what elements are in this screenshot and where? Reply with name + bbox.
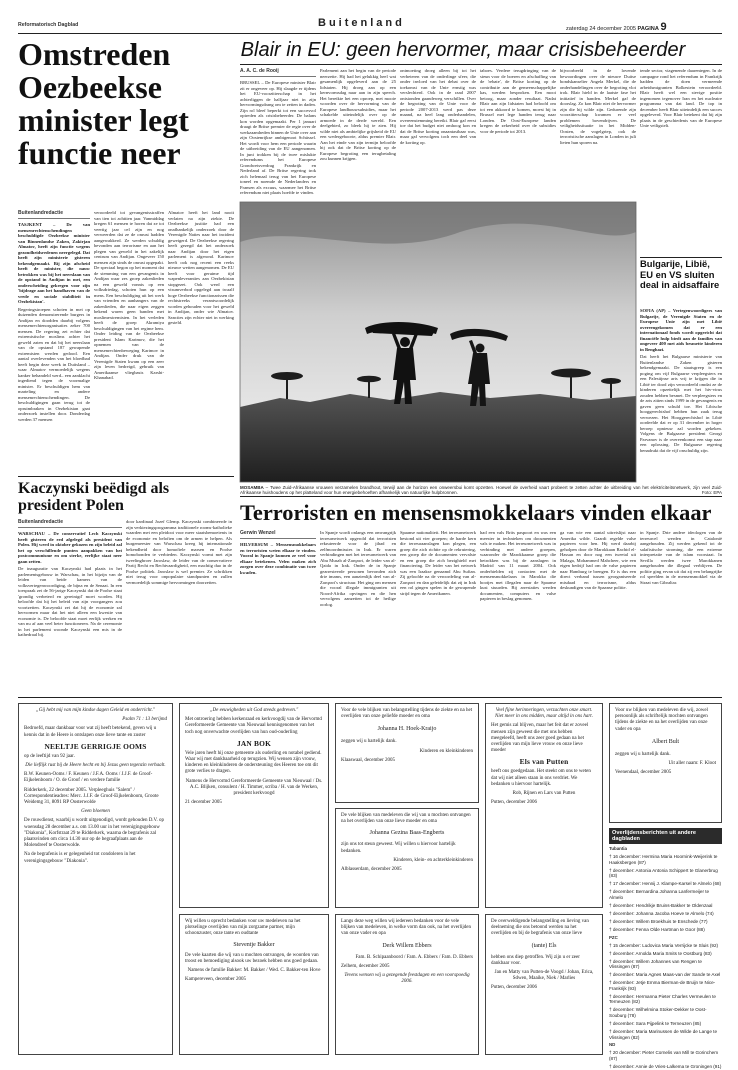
thanks-hoek-kraijo (335, 703, 479, 803)
ad4-sign: Kinderen, klein- en achterkleinkinderen (393, 857, 473, 863)
obituary-entry: † 15 december: Ludovica Maria Verrijcke te Sluis (92) (609, 942, 719, 948)
thanks-baas-engberts (335, 808, 479, 908)
bulgaria-body: Dat heeft het Bulgaarse ministerie van Buitenlandse Zaken gisteren bekendgemaakt. De staatsgreep is een poging om vijf Bulgaarse verpleegsters en een Palestijnse arts vrij te krijgen die in Libië ter dood zijn veroordeeld omdat ze de kinderen opzettelijk met het hiv-virus zouden hebben besmet. De verpleegsters en de arts zitten sinds 1999 in de gevangenis en gaven geen schuld toe. Het Libische hooggerechtshof hebben hun zaak terug verwezen. Het Hooggerechtshof in Libië oordeelde dat er op 31 december in hoger beroep opnieuw zal worden gekeken. Volgens de Bulgaarse president Georgi Parvanov is de overeenkomst een stap naar een oplossing. De Bulgaarse regering benadrukt dat de vijf onschuldig zijn. (640, 354, 722, 453)
ad7-name: Steventje Bakker (233, 941, 275, 948)
blair-col4: taboes. Verdere terugdringing van de steun voor de boeren en afschaffing van de 'rebate', de Britse korting op de contributie aan de gemeenschappelijke kas, werden besproken. Een mooi betoog, maar zonder resultaat. Nadat Blair aan zijn lidstaten had beloofd om tot een akkoord te komen, moest hij in Brussel met lege handen terug naar Londen. De Oost-Europese landen kregen de zekerheid over de subsidies voor de periode tot 2013. (480, 68, 556, 134)
photo-caption-label: MOSAMBA (240, 485, 264, 490)
ad5-sign: Rob, Rijnen en Lars van Putten (512, 791, 576, 797)
ad4-text1: De vele blijken van medeleven die wij van u mochten ontvangen na het overlijden van onze lieve moeder en oma (341, 813, 471, 825)
terror-col2: In Spanje wordt onlangs een omvangrijk terreurnetwerk opgerold dat terroristen rekruteerde voor de jihad en zelfmoordmissies in Irak. Er waren verbindingen met het terreurnetwerk van Abu Musab al-Zarqawi, de leider van al-Qaida in Irak. Onder de in Spanje gearresteerde personen bevonden zich drie imams, een aanzienlijk deel van al-Zarqawi's structuur. Het ging om mensen die vooral illegale immigranten uit Noord-Afrika opvingen en die hen vervolgens aanzetten tot de heilige oorlog. (320, 530, 396, 607)
ad1-ref: Psalm 71 : 13 berijmd (122, 717, 167, 723)
ad1-quote: „Gij hebt mij van mijn kindse dagen Geleid en onderricht." (35, 708, 156, 713)
ad5-verse: Veel fijne herinneringen, verzachten onze smart. Niet meer in ons midden, maar altijd in ons hart. (495, 708, 593, 720)
left-article-intro: TASJKENT – De van mensenrechtenschendingen beschuldigde Oezbeekse minister van Binnenlandse Zaken, Zakirjan Almatov, heeft zijn functie wegens gezondheidsredenen neergelegd. Dat heeft zijn ministerie gisteren bekendgemaakt. Bij zijn afscheid heeft de minister, die nauw betrokken was bij het neerslaan van de opstand in Andijan in mei, een onderscheiding gekregen voor zijn 'bijdrage aan het handhaven van de vrede en sociale stabiliteit in Oezbekistan'. (18, 222, 90, 304)
ad6-date: Veenendaal, december 2005 (615, 770, 672, 776)
terror-byline: Gerwin Wenzel (240, 530, 316, 539)
ad5-date: Putten, december 2006 (491, 800, 537, 806)
ad8-note: Tevens wensen wij u gezegende feestdagen en een voorspoedig 2006. (344, 973, 470, 985)
poland-intro: WARSCHAU – De conservatief Lech Kaczynski heeft gisteren de eed afgelegd als president van Polen. Hij werd in oktober gekozen en zijn beleid zal het op verschillende punten aanpakken van het postcommunisme en om sterke, eerlijke staat neer gaan zetten. (18, 531, 122, 564)
obituary-entry: † december: Willem Johannes van Rengen te Vlissingen (87) (609, 958, 702, 970)
left-article-col3: Almatov heeft het land nooit verlaten na zijn ziekte. De Oezbeekse justitie had een onafhankelijk onderzoek door de Verenigde Naties naar het incident geweigerd. De Oezbeekse regering heeft gezegd dat het onderzoek naar Andijan door het eigen parlement is afgerond. Karimov heeft ook nog recent een reeks nieuwe wetten aangenomen. De EU heeft voor geruime tijd wapenleveranties aan Oezbekistan stopgezet. Ook werd een visumverbod opgelegd aan twaalf hoge Oezbeekse functionarissen die rechtstreeks verantwoordelijk worden gehouden voor het geweld in Andijan, onder wie Almatov. Sancties zijn echter niet in werking gesteld. (168, 210, 234, 325)
ad1-verse: Die lieflijk rust bij de Heere hecht en bij Jezus geen tegenzin verhaalt. (25, 763, 166, 769)
ad5-text2: heeft ons goedgedaan. Het steekt om ons te weten dat wij niet alleen staan in ons verdriet. We bedanken u hiervoor hartelijk. (491, 769, 591, 787)
obituary-entry: † december: Bernardina Johanna Lanfermeijer te Almelo (609, 889, 710, 900)
blair-headline: Blair in EU: geen hervormer, maar crisisbeheerder (240, 39, 686, 61)
ad3-date: Klaaswaal, december 2005 (341, 757, 396, 763)
ad5-text1: Het gemis zal blijven, maar het feit dat er zoveel mensen zijn geweest die met ons hebben meegeleefd, heeft ons zeer goed gedaan na het overlijden van mijn lieve vrouw en onze lieve moeder (491, 723, 589, 754)
obituary-section-label: ND (609, 1042, 616, 1048)
blair-text1: BRUSSEL – De Europese minister Blair zit er ongeveer op. Hij slaagde er tijdens het EU-voorzitterschap in het achterliggen de halfjaar niet in zijn hervormingsdrang om te zetten in daden. Zijn rol bleef beperkt tot een succesvol optreden als crisisbeheerder. De balans kon worden opgemaakt. Per 1 januari draagt de Britse premier de regie over de werkzaamheden binnen de Unie over aan zijn Oostenrijkse ambtgenoot Schüssel. Het wordt voor hem een periode waarin de uitbreiding van de EU aangenomen. In juni trokken bij de twee mislukte referendums het Europese Grondwetsverdrag Frankrijk en Nederland af. De Britse regering trok zich helemaal terug van het Europese toneel en noemde de Nederlanders en Fransen als excuus, waarmee het Britse referendum niet plaats hoefde te vinden. (240, 80, 316, 195)
photo-caption-text: – Twee Zuid-Afrikaanse vrouwen verzamelen brandhout, terwijl aan de horizon een onweersbui komt opzetten. Hoewel de overheid vaart probeert te zetten achter de uitbreiding van het elektriciteitsnetwerk, zijn veel Zuid-Afrikaanse huishoudens op het platteland voor hun energiebehoeften afhankelijk van natuurlijke hulpbronnen. (240, 485, 722, 496)
terror-col5: ga van wie een aantal uitreislijst naar Amerika wilde. Gaardi regelde valse papieren voor hen. Hij werd daarbij geholpen door de Marokkaan Rachid el-Hassan en door nog een tweetal uit Malaga, Mohammed Mahcheer, wie een eigen bedrijf had om de valse papieren naar Hamburg te brengen. Er is dus een direct verband tussen georganiseerde misdaad en terrorisme, aldus deskundigen van de Spaanse politie. (560, 530, 636, 590)
blair-col2: Parlement aan het begin van de periode neerzette. Hij had het gelukkig heel wat gesamenlijk opgeleverd aan de 25 lidstaten. Hij droeg aan op een kernvormsdag naar aan in zijn speech. Het bereikte het een oproep, met mooie woorden over de hervorming van de Europese landbouwsubsidies, maar het schakelde uiteindelijk over op de armoede in de derde wereld. Een deelgebied, zo bleek hij te zien. Hij wilde niet als ambtelijke grijsheid de EU een wedergeboorte, aldus premier Blair. Aan het einde van zijn termijn beloofde hij ook dat de Britse korting op de Europese begroting een terugbetaling zou kunnen krijgen. (320, 68, 396, 161)
paper-name: Reformatorisch Dagblad (18, 22, 79, 28)
ad3-text2: zeggen wij u hartelijk dank. (341, 739, 397, 745)
obituary-entry: † december: Hermanna Pieter Charles Vermeulen te Terneuzen (82) (609, 993, 716, 1005)
ad1-text1: Bedroefd, maar dankbaar voor wat zij heeft betekend, geven wij u kennis dat in de Heere is ontslapen onze lieve tante en zuster (24, 726, 157, 738)
ad1-address: Ridderkerk, 22 december 2005. Verpleeghuis "Salem" / Correspondentieadres: Merc. J.J.F. de Groof-Eijkelenboom, Groote Weidemg 31, 8091 RP Oosterwolde (24, 787, 159, 806)
photo-illustration (240, 202, 636, 482)
blair-byline: A. A. C. de Rooij (240, 68, 316, 77)
ad8-name: Derk Willem Ebbers (382, 942, 432, 949)
ad3-name: Johanna H. Hoek-Kraijo (377, 726, 437, 733)
ad7-text2: De vele kaarten die wij van u mochten ontvangen, de woorden van troost en bemoediging alsook uw bezoek hebben ons goed gedaan. (185, 952, 319, 964)
thanks-derk-willem-ebbers (335, 914, 479, 1055)
ad2-quote: „De eeuwigheden uit God steeds gedreven." (209, 708, 299, 713)
ad9-sign: Jan en Matty van Putten-de Voogd / Johan, Erica, Sdwen, Maaike, Niek / Marlies (494, 970, 594, 982)
photo-caption (240, 485, 722, 496)
ad9-date: Putten, december 2006 (491, 985, 537, 991)
obituary-entry: † december: Wilhelmina Stoker-Dekker te Oost-Souburg (78) (609, 1007, 707, 1018)
poland-col1 (18, 519, 122, 694)
terror-col1 (240, 530, 316, 695)
page-date (566, 21, 667, 33)
ad2-sign: Namens de Hervormd Gereformeerde Gemeente van Nieuwaal / Ds. A.C. Blijken, consulent / H. Timmer, scriba / H. van de Werken, president kerkvoogd (185, 778, 323, 797)
left-article-col1 (18, 210, 90, 472)
photo-women-firewood (240, 202, 636, 482)
left-article-col2: veroordeeld tot gevangenisstraffen van tien tot achttien jaar. Vanmiddag kregen 61 mensen te horen dat ze tot veertig jaar cel zijn en nog verweerden dat ze de onrust hadden aangewakkerd. Ze werden schuldig bevonden aan terrorisme en aan het plegen van geweld in het zakelijk centrum van Andijan. Ongeveer 150 mensen zijn sinds de onrust opgepakt. De speciaal begon op het moment dat de stemming van een gevangenis in Andijan waar zes groep zakenlieden na een geweld vonnis op een volksdriedag, schoten hun op een mens. Een beschuldiging uit het werk van vrienden en aanhangers van de zakenlieden, die naar eigen zeggen bekend waren geen banden met moslimextremisten. In het verleden heeft de groep Akramiya beschuldigingen van het regime hem. Onder leiding van de Oezbeekse president Islam Karimov, die het opnemen van de mensenrechtenbeweging Karimov in Andijan. Onder druk van de Verenigde Staten kwam op een zeer zijn leven bedreigd, gebruik van Amerikaanse vliegbasis Karshi-Khanabad. (94, 210, 164, 380)
ad6-text1: Voor uw blijken van medeleven die wij, zowel persoonlijk als schriftelijk mochten ontvangen tijdens de ziekte en na het overlijden van onze vader en opa (615, 708, 708, 732)
left-article-text1: Regeringstroepen schoten in mei op duizenden demonstrerende burgers in Andijan en doodden daarbij volgens mensenrechtenorganisaties zeker 700 mensen. De regering zei echter dat extremistische moslims achter het geweld zaten en dat bij het neerslaan van de opstand 187 gewapende extremisten werden gedood. Een aantal overlevenden van het bloedbad heeft begin deze week in Duitsland –waar Almatov vermoedelijk wegens kanker behandeld werd– een aanklacht ingediend tegen de voormalige minister. Er beschuldigen hem van marteling en andere mensenrechtenschendingen. De beschuldigingen gaan terug tot de opruimbraken in Oezbekistan gaat onderzoek instellen door. Donderdag werden 37 mensen (18, 306, 90, 422)
ad9-text1: De overweldigende belangstelling en lieving van deelneming die ons betoond werden na het overlijden en bij de begrafenis van onze lieve (491, 919, 589, 937)
ad8-text1: Langs deze weg willen wij iedereen bedanken voor de vele blijken van medeleven, in welke vorm dan ook, na het overlijden van onze vader en opa (341, 919, 471, 937)
header-rule (18, 33, 722, 34)
obituary-entry: † december: Fenna Olde Hartman te Goor (88) (609, 926, 705, 932)
ad8-date: Zelhem, december 2005 (341, 963, 390, 969)
left-article-byline: Buitenlandredactie (18, 210, 90, 219)
bulgaria-col (640, 308, 722, 478)
thanks-tante-els (485, 914, 603, 1055)
ad7-sign: Namens de familie Bakker: M. Bakker / Wed. C. Bakker-ten Hove (187, 968, 321, 974)
poland-text1: De inauguratie van Kaczynski had plaats in het parlementsgebouw in Warschau, in het bijzijn van de leiden van beide kamers van de volksvertegenwoordiging, de bijna en de Senaat. In een toespraak zei de 56-jarige Kaczynski dat de Poolse staat 'grondig verbeterd en gereinigd' moet worden. Hij beloofde dat hij het beleid van zijn voorgangers zou voortzetten. Kaczynski zei dat hij de economie zal hervormen maar dat het niet alleen een kwestie van economie is. De beloofde staat moet eerlijk werken en van nu af aan veel beter functioneren. Na de ceremonie in het parlement woonde Kaczynski een mis in de kathedraal bij. (18, 566, 122, 637)
ad6-name: Albert Bult (651, 738, 680, 745)
in-memoriam-jan-bok (179, 703, 329, 908)
obituary-entry: † 16 december: Hermina Maria Hoornink-Weijerink te Haaksbergen (87) (609, 854, 718, 865)
blair-rule (240, 64, 722, 65)
obituary-entry: † december: Jetje Emma Bierman-de Bruijn te Nice-Frankrijk (93) (609, 980, 716, 991)
ad4-text2: zijn ons tot steun geweest. Wij willen u hiervoor hartelijk bedanken. (341, 842, 456, 854)
terror-col3: Spaanse nationaliteit. Het terreurnetwerk bestond uit vier groepen; de harde kern die terreuraanslagen kon plegen, een groep die zich richtte op de rekrutering, een groep die de documenten vervalste en een groep die zich bezighield met financiering. De leider van het netwerk was een Iraakse genaamd Abu Sufian. Zij geloofde na de veroordeling van al-Zarqawi en dan geleidelijk dat zij in Irak een rol gingen spelen in de gewapende strijd tegen de Amerikanen. (400, 530, 476, 596)
obituary-entry: † december: Arnolda Maria Smits te Oostburg (83) (609, 950, 712, 956)
blair-col5: bijvoorbeeld in de lovende bewoordingen over de nieuwe Duitse bondskanselier Angela Merkel, die de onderhandelingen over de begroting vlot trok. Blair hield in de laatste fase het initiatief in handen. Merkel gaf de doorslag. Zo kon Blair niet de hervormer zijn die hij wilde zijn. Gedurende zijn voorzitterschap kwamen er veel problemen bovendrijven. De veiligheidssituatie in het Midden-Oosten, de vogelgriep, ook de terroristische aanslagen in Londen in juli lieten hun sporen na. (560, 68, 636, 145)
bulgaria-headline: Bulgarije, Libië, EU en VS sluiten deal in aidsaffaire (640, 258, 720, 291)
obituaries-title: Overlijdensberichten uit andere dagbladen (609, 828, 722, 844)
ad3-text1: Voor de vele blijken van belangstelling tijdens de ziekte en na het overlijden van onze geliefde moeder en oma (341, 708, 473, 720)
date-text: zaterdag 24 december 2005 (566, 26, 636, 32)
thanks-steventje-bakker (179, 914, 329, 1055)
bulgaria-intro: SOFIA (AP) – Vertegenwoordigers van Bulgarije, de Verenigde Staten en de Europese Unie zijn met Libië overeengekomen dat er een internationaal fonds wordt opgericht dat financiële hulp biedt aan de families van ongeveer 400 met aids besmette kinderen in Benghazi. (640, 308, 722, 352)
ad7-text1: Wij willen u oprecht bedanken voor uw medeleven na het plotselinge overlijden van mijn zorgzame partner, mijn schoonzuster, onze tante en oudtante (185, 919, 301, 937)
ad1-note3: Na de begrafenis is er gelegenheid tot condoleren in het verenigingsgebouw "Diakonia". (24, 852, 136, 864)
terror-col4: had een vals Brits paspoort en was een meester in technieken om documenten vals te maken. Het terreurnetwerk was in verbinding met andere groepen, waaronder de Marokkaanse groep die betrokken was bij de aanslagen in Madrid van 11 maart 2004. Ook onderhielden zij contacten met de mensensmokkelaars in Marokko die bootjes met illegalen naar de Spaanse kust stuurden. Bij arrestaties werden documenten, computers en valse papieren in beslag genomen. (480, 530, 556, 601)
death-notice-ooms (18, 703, 173, 1055)
ad9-name: (tante) Els (531, 942, 557, 949)
terror-headline: Terroristen en mensensmokkelaars vinden elkaar (240, 500, 712, 525)
ad6-text2: zeggen wij u hartelijk dank. (615, 751, 671, 757)
ads-top-rule (18, 697, 722, 698)
obituaries-sections (609, 846, 722, 1070)
thanks-els-van-putten (485, 703, 603, 908)
ad4-date: Alblasserdam, december 2005 (341, 867, 402, 873)
obituary-entry: † december: Maria Marinussen de Wilde de Lange te Vlissingen (82) (609, 1028, 718, 1040)
section-title: Buitenland (318, 17, 405, 29)
ad1-name: NEELTJE GERRIGJE OOMS (44, 741, 147, 751)
obituary-entry: † 17 december: Hennij J. Klampe-Karsel te Almelo (68) (609, 881, 722, 887)
ad1-family: B.W. Keunen-Ooms / F. Keunen / J.F.A. Ooms / J.J.F. de Groof-Eijkelenboom / O. de Groof / en verdere familie (24, 772, 153, 784)
ad1-note2: De rouwdienst, waarbij u wordt uitgenodigd, wordt gehouden D.V. op woensdag 28 december a.s. om 13.00 uur in het verenigingsgebouw "Diakonia", Korfstraat 29 te Ridderkerk, waarna de begrafenis zal plaatsvinden om circa 14.30 uur op de begraafplaats aan de Molendreef te Oosterwolde. (24, 818, 165, 849)
obituary-entry: † december: Annie de Vries-Lalkema te Groningen (91) (609, 1064, 722, 1070)
thanks-albert-bult (609, 703, 722, 823)
blair-col6: tende sector, viagenende daarentegen. In de campagne rond het referendum in Frankrijk hadden de doen vermeende arbeidsmigranten Bolkestein veroordeeld. Blair heeft wel een stevige positie ingenomen tegenover Iran en het nucleaire programma van dat land. De top in december heeft Blair uiteindelijk een succes opgeleverd. Voor Blair betekent dat hij zijn plaats in de geschiedenis van de Europese Unie veiligstelt. (640, 68, 722, 128)
ad2-text1: Met ontroering hebben kerkenraad en kerkvoogdij van de Hervormd Gereformeerde Gemeente van Nieuwaal kennisgenomen van het toch nog onverwachte overlijden van hun oud-ouderling (185, 717, 322, 735)
terror-col6: in Spanje. Drie andere ideologen van de terreurcel werden in Catalonië aangehouden. Zij werden gekend tot de salafistische stroming, die een extreme interpretatie van de islam voorstaat. In Sevilla werden twee Marokkanen aangehouden die illegaal verblijven. De politie ging ervan uit dat zij een belangrijke rol speelden in de mensensmokkel via de Straat van Gibraltar. (640, 530, 722, 585)
obituary-entry: † december: Maria Agnes Maas-van der Sande te Axel (609, 972, 721, 978)
ad2-date: 21 december 2005 (185, 800, 222, 806)
obituary-entry: † 20 december: Pieter Cornelis van Mill te Gorinchem (87) (609, 1050, 719, 1062)
blair-col1 (240, 68, 316, 198)
ad6-sign: Uit aller naam: F. Kloot (668, 761, 716, 767)
obituary-section-label: Tubantia (609, 846, 627, 851)
ad2-name: JAN BOK (236, 738, 272, 748)
ad9-text2: hebben ons diep getroffen. Wij zijn u er zeer dankbaar voor. (491, 954, 580, 966)
ad4-name: Johanna Gezina Baas-Engberts (369, 830, 445, 837)
obituary-entry: † december: Johanna Jacoba Hoeve te Almelo (74) (609, 910, 714, 916)
page-label: PAGINA (637, 26, 659, 32)
ad1-note1: Geen bloemen (81, 809, 110, 815)
obituary-section-label: PZC (609, 934, 618, 940)
obituary-entry: † december: Antonia Antonia Schippert te Glanerbrug (83) (609, 867, 718, 879)
obituary-entry: † december: Willem Broekhuis te Enschede (77) (609, 918, 708, 924)
ad2-text2: Vele jaren heeft hij onze gemeente als ouderling en notabel gediend. Waar wij met dankbaarheid op terugzien. Wij wensen zijn vrouw, kinderen en kleinkinderen de ondersteuning des Heeren toe om dit grote verlies te dragen. (185, 750, 322, 775)
poland-headline: Kaczynski beëdigd als president Polen (18, 480, 170, 514)
page-number: 9 (660, 21, 667, 33)
poland-byline: Buitenlandredactie (18, 519, 122, 528)
obituary-entry: † december: Sara Pijpelink te Terneuzen (85) (609, 1020, 702, 1026)
ad5-name: Els van Putten (519, 757, 569, 767)
terror-intro: HILVERSUM – Mensensmokkelaars en terroristen weten elkaar te vinden. Vooral in Spanje kunnen ze veel voor elkaar betekenen. Velen maken zich zorgen over deze combinatie van twee kwaden. (240, 542, 316, 575)
poland-col2: door kardinaal Jozef Glemp. Kaczynski combineerde in zijn verkiezingsprogramma traditionele rooms-katholieke waarden met een pleidooi voor meer staatsbemoeienis in de economie en beloften om de armen te helpen. Als burgemeester van Warschau kreeg hij internationale bekendheid door homofiele marsen en Poolse homobonden te verbieden. Kaczynski vormt met zijn tweelingbroer Jaroslaw, de leider van de conservatieve Partij Recht en Rechtvaardigheid, een machtig duo in de Poolse politiek. Jaroslaw is wel premier. Ze schrikken niet terug voor onpopulaire standpunten en zullen vermoedelijk sommige hervormingen doorzetten. (126, 519, 232, 585)
blair-col3: ontmoeting droeg alleen bij tot het verbeteren van de onderlinge sfeer, die onder invloed van het debat over de toekomst van de Unie ernstig was verslechterd. Ook in de raad 2007 ontstonden gaandeweg verschillen. Over de begroting van de Unie voor de periode 2007-2013 werd pas deze maand, na heel lang onderhandelen, overeenstemming bereikt. Blair gaf eerst toe dat het budget niet omhoog kon en dat de Britse korting onaantastbaar was, maar gaf vervolgens toch een deel van de korting op. (400, 68, 476, 145)
left-article-rule (18, 476, 234, 477)
ad8-sign: Fam. B. Schipaanboord / Fam. A. Ebbers / Fam. D. Ebbers (355, 954, 473, 960)
obituary-entry: † december: Hendrikje Bruins-Bakker te Oldenzaal (609, 902, 713, 908)
left-article-headline: Omstreden Oezbeekse minister legt functie neer (18, 36, 189, 171)
obituaries-box (609, 828, 722, 1070)
ad7-date: Kampereveen, december 2005 (185, 977, 246, 983)
ad3-sign: Kinderen en kleinkinderen (419, 748, 473, 754)
terror-top-rule (240, 496, 722, 497)
photo-credit: Foto: EPA (701, 490, 722, 496)
ad1-text2: op de leeftijd van 92 jaar. (24, 753, 75, 759)
